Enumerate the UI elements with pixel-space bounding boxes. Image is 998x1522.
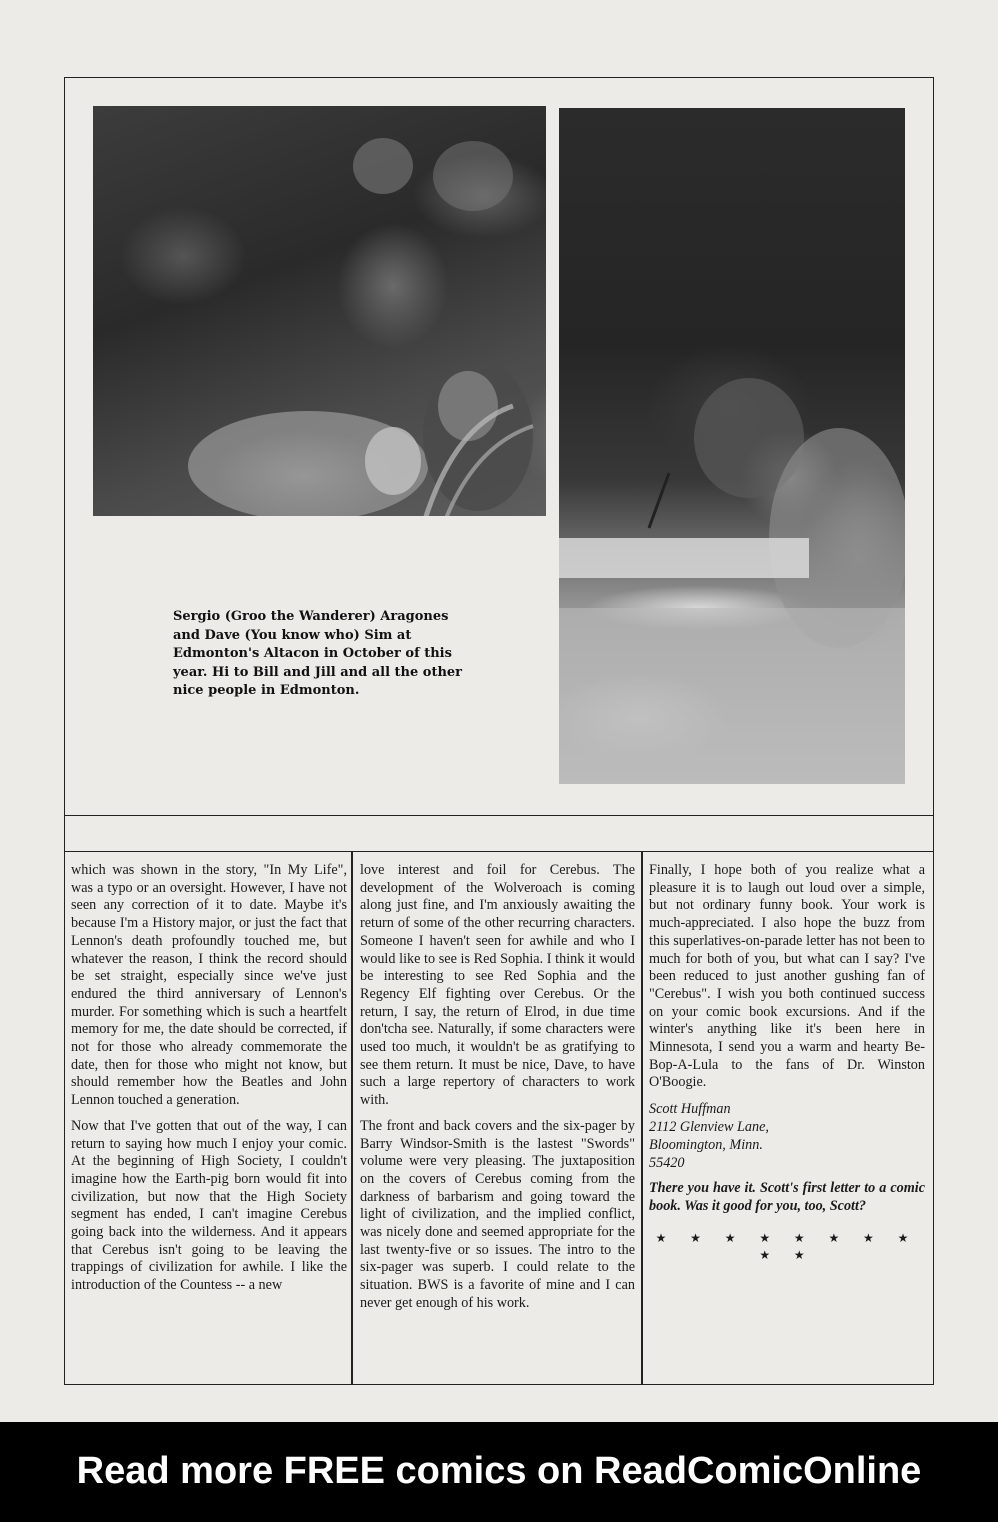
letter-paragraph: love interest and foil for Cerebus. The development of the Wolveroach is coming along just fine, and I'm anxiously awaiting the return of some of the other recurring characters. Someone I haven't seen for awhile and who I would like to see is Red Sophia. I think it would be interesting to see Red Sophia and the Regency Elf fighting over Cerebus. Or the return, I say, the return of Elrod, in due time don'tcha see. Naturally, if some characters were used too much, it wouldn't be as gratifying to see them return. It must be nice, Dave, to have such a large repertory of characters to work with. xyxy=(360,862,635,1109)
letter-paragraph: which was shown in the story, "In My Life", was a typo or an oversight. However, I have not seen any correction of it to date. Maybe it's because I'm a History major, or just the fact that Lennon's death profoundly touched me, but whatever the reason, I think the record should be set straight, especially since we've just endured the third anniversary of Lennon's murder. For something which is such a heartfelt memory for me, the date should be corrected, if not for those who already commemorate the date, then for those who might not know, but should remember how the Beatles and John Lennon touched a generation. xyxy=(71,862,347,1109)
star-separator: ★ ★ ★ ★ ★ ★ ★ ★ ★ ★ xyxy=(655,1230,919,1263)
editor-reply: There you have it. Scott's first letter to a comic book. Was it good for you, too, Scott? xyxy=(649,1180,925,1214)
letter-paragraph: The front and back covers and the six-pager by Barry Windsor-Smith is the lastest "Swords" volume were very pleasing. The juxtaposition on the covers of Cerebus coming from the darkness of barbarism and going toward the light of civilization, and the implied conflict, was nicely done and seemed appropriate for the last twenty-five or so issues. The intro to the six-pager was superb. I could relate to the situation. BWS is a favorite of mine and I can never get enough of his work. xyxy=(360,1117,635,1311)
photo-right-shapes xyxy=(559,108,905,784)
column-rule-2 xyxy=(641,852,643,1385)
promo-banner-text[interactable]: Read more FREE comics on ReadComicOnline xyxy=(76,1450,922,1492)
signature-name: Scott Huffman xyxy=(649,1101,731,1118)
photo-caption: Sergio (Groo the Wanderer) Aragones and Dave (You know who) Sim at Edmonton's Altacon in October of this year. Hi to Bill and Jill and all the other nice people in Edmonton. xyxy=(173,609,463,698)
signature-city: Bloomington, Minn. xyxy=(649,1137,763,1154)
letter-column-1 xyxy=(71,862,347,1303)
letter-column-3 xyxy=(649,862,925,1265)
section-divider xyxy=(64,815,934,852)
photo-left-shapes xyxy=(93,106,546,516)
letter-paragraph: Now that I've gotten that out of the way, I can return to saying how much I enjoy your comic. At the beginning of High Society, I couldn't imagine how the Earth-pig born would fit into civilization, but now that the High Society segment has ended, I can't imagine Cerebus going back into the wilderness. And it appears that Cerebus isn't going to be leaving the trappings of civilization for awhile. I like the introduction of the Countess -- a new xyxy=(71,1117,347,1294)
letter-column-2 xyxy=(360,862,635,1321)
signature-street: 2112 Glenview Lane, xyxy=(649,1119,769,1136)
convention-photo-left xyxy=(93,106,546,516)
letter-paragraph: Finally, I hope both of you realize what a pleasure it is to laugh out loud over a simple, but not ordinary funny book. Your work is much-appreciated. I also hope the buzz from this superlatives-on-parade letter has not been to much for both of you, but what can I say? I've been reduced to just another gushing fan of "Cerebus". I wish you both continued success on your comic book excursions. And if the winter's anything like it's been here in Minnesota, I send you a warm and hearty Be-Bop-A-Lula to the fans of Dr. Winston O'Boogie. xyxy=(649,862,925,1091)
signature-zip: 55420 xyxy=(649,1155,685,1172)
convention-photo-right xyxy=(559,108,905,784)
letter-signature xyxy=(649,1100,925,1172)
column-rule-1 xyxy=(351,852,353,1385)
